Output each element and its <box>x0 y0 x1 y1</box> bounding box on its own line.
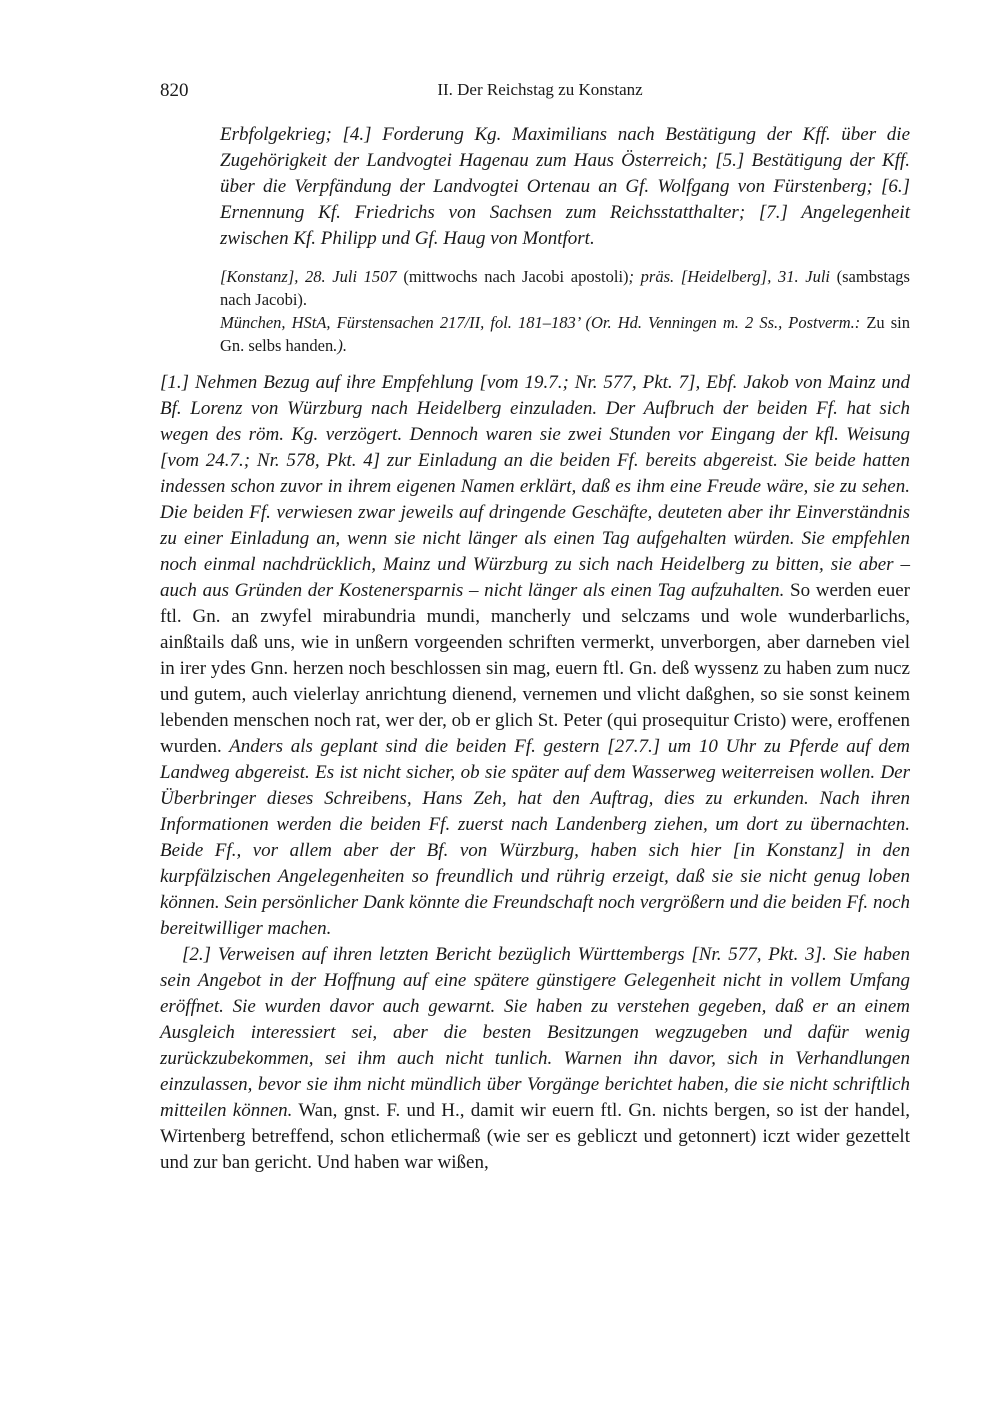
date-plain: (mittwochs nach Jacobi apostoli) <box>396 267 629 286</box>
paragraph-1-regest-a: [1.] Nehmen Bezug auf ihre Empfehlung [vom 19.7.; Nr. 577, Pkt. 7], Ebf. Jakob von Mainz und Bf. Lorenz von Würzburg nach Heidelberg einzuladen. Der Aufbruch der beiden Ff. hat sich wegen des röm. Kg. verzögert. Dennoch waren sie zwei Stunden vor Eingang der kfl. Weisung [vom 24.7.; Nr. 578, Pkt. 4] zur Einladung an die beiden Ff. bereits abgereist. Sie beide hatten indessen schon zuvor in ihrem eigenen Namen erklärt, daß es ihm eine Freude wäre, sie zu sehen. Die beiden Ff. verwiesen zwar jeweils auf dringende Geschäfte, deuteten aber ihr Einverständnis zu einer Einladung an, wenn sie nicht länger als einen Tag aufgehalten würden. Sie empfehlen noch einmal nachdrücklich, Mainz und Würzburg zu sich nach Heidelberg zu bitten, sie aber – auch aus Gründen der Kostenersparnis – nicht länger als einen Tag aufzuhalten. <box>160 372 910 601</box>
source-italic: München, HStA, Fürstensachen 217/II, fol. 181–183’ (Or. Hd. Venningen m. 2 Ss., Postverm.: <box>220 313 861 332</box>
source-end: .). <box>333 336 347 355</box>
source-plain: Zu sin Gn. selbs handen <box>220 313 910 355</box>
presented-italic: ; präs. [Heidelberg], 31. Juli <box>628 267 830 286</box>
document-metadata <box>220 265 910 357</box>
paragraph-1-regest-b: Anders als geplant sind die beiden Ff. gestern [27.7.] um 10 Uhr zu Pferde auf dem Landweg abgereist. Es ist nicht sicher, ob sie später auf dem Wasserweg weiterreisen wollen. Der Überbringer dieses Schreibens, Hans Zeh, hat den Auftrag, dies zu erkunden. Nach ihren Informationen werden die beiden Ff. zuerst nach Landenberg ziehen, um dort zu übernachten. Beide Ff., vor allem aber der Bf. von Würzburg, haben sich hier [in Konstanz] in den kurpfälzischen Angelegenheiten so freundlich und rührig erzeigt, daß sie sie nicht genug loben können. Sein persönlicher Dank könnte die Freundschaft noch vergrößern und die beiden Ff. noch bereitwilliger machen. <box>160 736 910 939</box>
date-line <box>220 265 910 311</box>
running-title: II. Der Reichstag zu Konstanz <box>437 80 643 99</box>
paragraph-2-quote: Wan, gnst. F. und H., damit wir euern ftl. Gn. nichts bergen, so ist der handel, Wirtenberg betreffend, schon etlichermaß (wie ser es gebliczt und getonnert) iczt wider gezettelt und zur ban gericht. Und haben war wißen, <box>160 1100 910 1173</box>
paragraph-1-quote: So werden euer ftl. Gn. an zwyfel mirabundria mundi, mancherly und selczams und wole wunderbarlichs, ainßtails daß uns, wie in unßern vorgeenden schriften vermerkt, unverborgen, aber darneben viel in irer ydes Gnn. herzen noch beschlossen sin mag, euern ftl. Gn. deß wyssenz zu haben zum nucz und gutem, auch vielerlay anrichtung dienend, vernemen und vlicht daßghen, so sie sonst keinem lebenden menschen noch rat, wer der, ob er glich St. Peter (qui prosequitur Cristo) were, eroffenen wurden. <box>160 580 910 757</box>
source-line <box>220 311 910 357</box>
main-text <box>160 370 910 1176</box>
page-header <box>160 80 910 106</box>
presented-plain: (sambstags nach Jacobi). <box>220 267 910 309</box>
paragraph-2 <box>160 942 910 1176</box>
page-number: 820 <box>160 80 189 101</box>
paragraph-1 <box>160 370 910 942</box>
date-italic: [Konstanz], 28. Juli 1507 <box>220 267 397 286</box>
regest-summary: Erbfolgekrieg; [4.] Forderung Kg. Maximilians nach Bestätigung der Kff. über die Zugehörigkeit der Landvogtei Hagenau zum Haus Österreich; [5.] Bestätigung der Kff. über die Verpfändung der Landvogtei Ortenau an Gf. Wolfgang von Fürstenberg; [6.] Ernennung Kf. Friedrichs von Sachsen zum Reichsstatthalter; [7.] Angelegenheit zwischen Kf. Philipp und Gf. Haug von Montfort. <box>220 124 910 249</box>
paragraph-2-regest: [2.] Verweisen auf ihren letzten Bericht bezüglich Württembergs [Nr. 577, Pkt. 3]. Sie haben sein Angebot in der Hoffnung auf eine spätere günstigere Gelegenheit nicht in vollem Umfang eröffnet. Sie wurden davor auch gewarnt. Sie haben zu verstehen gegeben, daß er an einem Ausgleich interessiert sei, aber die besten Besitzungen wegzugeben und dafür wenig zurückzubekommen, sei ihm auch nicht tunlich. Warnen ihn davor, sich in Verhandlungen einzulassen, bevor sie ihm nicht mündlich über Vorgänge berichtet haben, die sie nicht schriftlich mitteilen können. <box>160 944 910 1121</box>
